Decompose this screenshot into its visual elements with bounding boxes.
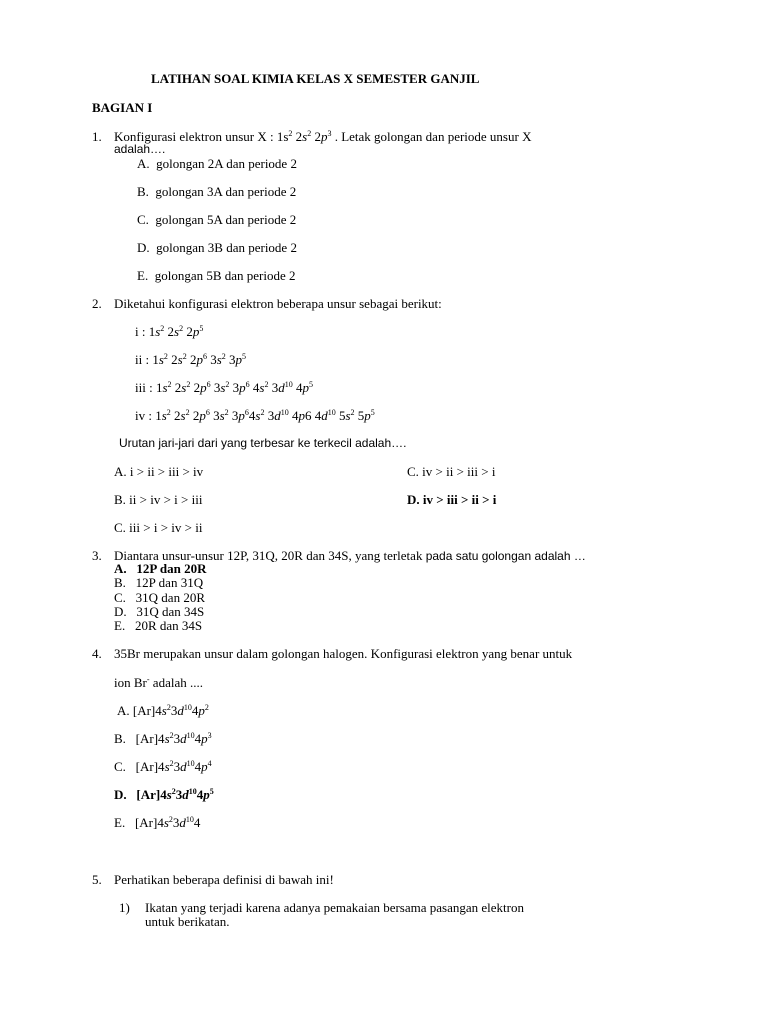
question-5-number: 5. [92,872,102,887]
question-3-option-b: B. 12P dan 31Q [114,575,204,590]
question-2-option-a: A. i > ii > iii > iv [114,464,204,479]
question-2-option-c: C. iv > ii > iii > i [407,464,496,479]
question-3-option-a-answer: A. 12P dan 20R [114,561,207,576]
question-2-option-c-second: C. iii > i > iv > ii [114,520,203,535]
question-4-option-d-answer: D. $[Ar]4s^23d^{10}4p^5$ [114,787,214,802]
question-5-item-number: 1) [119,900,130,915]
question-3-option-c: C. 31Q dan 20R [114,590,206,605]
question-3-option-e: E. 20R dan 34S [114,618,203,633]
document-title: LATIHAN SOAL KIMIA KELAS X SEMESTER GANJIL [151,71,480,86]
question-1-option-e: E. golongan 5B dan periode 2 [137,268,296,283]
question-1-option-b: B. golongan 3A dan periode 2 [137,184,297,199]
question-1-text: Konfigurasi elektron unsur X : $1s^2$ $2s^2$ $2p^3$ . Letak golongan dan periode unsur X [114,129,532,144]
question-1-option-c: C. golongan 5A dan periode 2 [137,212,297,227]
question-5-item-line-1: Ikatan yang terjadi karena adanya pemakaian bersama pasangan elektron [145,900,524,915]
question-4-ion: ion Br- adalah .... [114,675,203,690]
question-1-text-continued: adalah…. [114,142,166,156]
question-3-text: Diantara unsur-unsur 12P, 31Q, 20R dan 34S, yang terletak pada satu golongan adalah … [114,548,586,563]
config-ii: ii : $1s^2$ $2s^2$ $2p^6$ $3s^2$ $3p^5$ [135,352,247,367]
question-4-number: 4. [92,646,102,661]
question-2-prompt: Urutan jari-jari dari yang terbesar ke terkecil adalah…. [119,436,407,450]
question-2-text: Diketahui konfigurasi elektron beberapa unsur sebagai berikut: [114,296,442,311]
question-4-option-c: C. $[Ar]4s^23d^{10}4p^4$ [114,759,212,774]
question-3-number: 3. [92,548,102,563]
question-3-option-d: D. 31Q dan 34S [114,604,205,619]
question-4-option-a: A. $[Ar]4s^23d^{10}4p^2$ [117,703,209,718]
question-5-text: Perhatikan beberapa definisi di bawah ini! [114,872,334,887]
config-i: i : $1s^2$ $2s^2$ $2p^5$ [135,324,204,339]
section-heading: BAGIAN I [92,100,153,115]
question-2-option-b: B. ii > iv > i > iii [114,492,203,507]
question-4-option-b: B. $[Ar]4s^23d^{10}4p^3$ [114,731,212,746]
question-1-option-d: D. golongan 3B dan periode 2 [137,240,297,255]
question-2-number: 2. [92,296,102,311]
question-1-number: 1. [92,129,102,144]
question-1-option-a: A. golongan 2A dan periode 2 [137,156,297,171]
config-iv: iv : $1s^2$ $2s^2$ $2p^6$ $3s^2$ $3p^64s^2$ $3d^{10}$ 4p6 $4d^{10}$ $5s^2$ $5p^5$ [135,408,375,423]
config-iii: iii : $1s^2$ $2s^2$ $2p^6$ $3s^2$ $3p^6$ $4s^2$ $3d^{10}$ $4p^5$ [135,380,313,395]
question-5-item-line-2: untuk berikatan. [145,914,230,929]
question-4-text: 35Br merupakan unsur dalam golongan halogen. Konfigurasi elektron yang benar untuk [114,646,573,661]
question-2-option-d-answer: D. iv > iii > ii > i [407,492,497,507]
question-4-option-e: E. $[Ar]4s^23d^{10}4$ [114,815,201,830]
